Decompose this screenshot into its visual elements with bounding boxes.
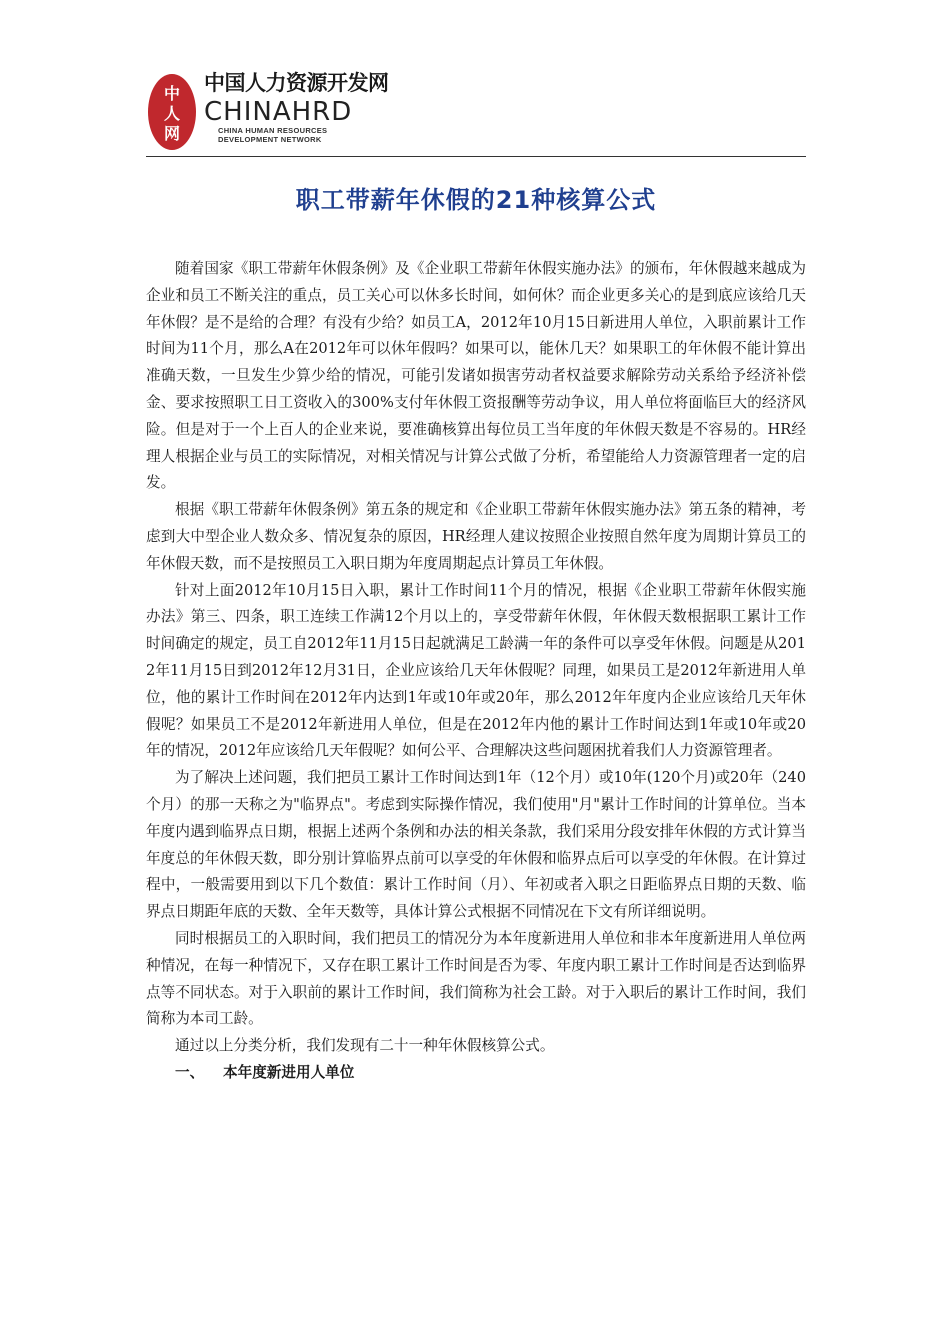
paragraph: 针对上面2012年10月15日入职，累计工作时间11个月的情况，根据《企业职工带薪年休假实施办法》第三、四条，职工连续工作满12个月以上的，享受带薪年休假，年休假天数根据职工累计工作时间确定的规定，员工自2012年11月15日起就满足工龄满一年的条件可以享受年休假。问题是从2012年11月15日到2012年12月31日，企业应该给几天年休假呢？同理，如果员工是2012年新进用人单位，他的累计工作时间在2012年内达到1年或10年或20年，那么2012年年度内企业应该给几天年休假呢？如果员工不是2012年新进用人单位，但是在2012年内他的累计工作时间达到1年或10年或20年的情况，2012年应该给几天年假呢？如何公平、合理解决这些问题困扰着我们人力资源管理者。 — [146, 581, 806, 760]
svg-text:中: 中 — [163, 84, 181, 103]
page-title: 职工带薪年休假的21种核算公式 — [295, 186, 657, 214]
svg-text:网: 网 — [163, 124, 181, 143]
logo-subtitle-line1: CHINA HUMAN RESOURCES — [218, 126, 328, 135]
paragraph: 根据《职工带薪年休假条例》第五条的规定和《企业职工带薪年休假实施办法》第五条的精神，考虑到大中型企业人数众多、情况复杂的原因，HR经理人建议按照企业按照自然年度为周期计算员工的年休假天数，而不是按照员工入职日期为年度周期起点计算员工年休假。 — [146, 501, 806, 572]
header-divider — [146, 156, 806, 157]
article-body — [146, 256, 806, 1087]
logo-subtitle-line2: DEVELOPMENT NETWORK — [218, 135, 322, 144]
header — [146, 70, 806, 156]
logo-english-name: CHINAHRD — [204, 97, 353, 127]
paragraph: 通过以上分类分析，我们发现有二十一种年休假核算公式。 — [175, 1037, 555, 1055]
logo-wordmark — [204, 70, 389, 144]
section-heading — [146, 1060, 806, 1087]
section-number: 一、 — [175, 1063, 205, 1081]
svg-text:人: 人 — [163, 104, 181, 123]
logo-chinese-name: 中国人力资源开发网 — [204, 71, 389, 95]
paragraph: 随着国家《职工带薪年休假条例》及《企业职工带薪年休假实施办法》的颁布，年休假越来越成为企业和员工不断关注的重点，员工关心可以休多长时间，如何休？而企业更多关心的是到底应该给几天年休假？是不是给的合理？有没有少给？如员工A，2012年10月15日新进用人单位，入职前累计工作时间为11个月，那么A在2012年可以休年假吗？如果可以，能休几天？如果职工的年休假不能计算出准确天数，一旦发生少算少给的情况，可能引发诸如损害劳动者权益要求解除劳动关系给予经济补偿金、要求按照职工日工资收入的300%支付年休假工资报酬等劳动争议，用人单位将面临巨大的经济风险。但是对于一个上百人的企业来说，要准确核算出每位员工当年度的年休假天数是不容易的。HR经理人根据企业与员工的实际情况，对相关情况与计算公式做了分析，希望能给人力资源管理者一定的启发。 — [146, 260, 806, 492]
paragraph: 为了解决上述问题，我们把员工累计工作时间达到1年（12个月）或10年(120个月)或20年（240个月）的那一天称之为"临界点"。考虑到实际操作情况，我们使用"月"累计工作时间的计算单位。当本年度内遇到临界点日期，根据上述两个条例和办法的相关条款，我们采用分段安排年休假的方式计算当年度总的年休假天数，即分别计算临界点前可以享受的年休假和临界点后可以享受的年休假。在计算过程中，一般需要用到以下几个数值：累计工作时间（月）、年初或者入职之日距临界点日期的天数、临界点日期距年底的天数、全年天数等，具体计算公式根据不同情况在下文有所详细说明。 — [146, 769, 806, 921]
chinahrd-seal-logo — [146, 72, 198, 152]
section-label: 本年度新进用人单位 — [223, 1063, 355, 1081]
paragraph: 同时根据员工的入职时间，我们把员工的情况分为本年度新进用人单位和非本年度新进用人单位两种情况，在每一种情况下，又存在职工累计工作时间是否为零、年度内职工累计工作时间是否达到临界点等不同状态。对于入职前的累计工作时间，我们简称为社会工龄。对于入职后的累计工作时间，我们简称为本司工龄。 — [146, 929, 806, 1028]
